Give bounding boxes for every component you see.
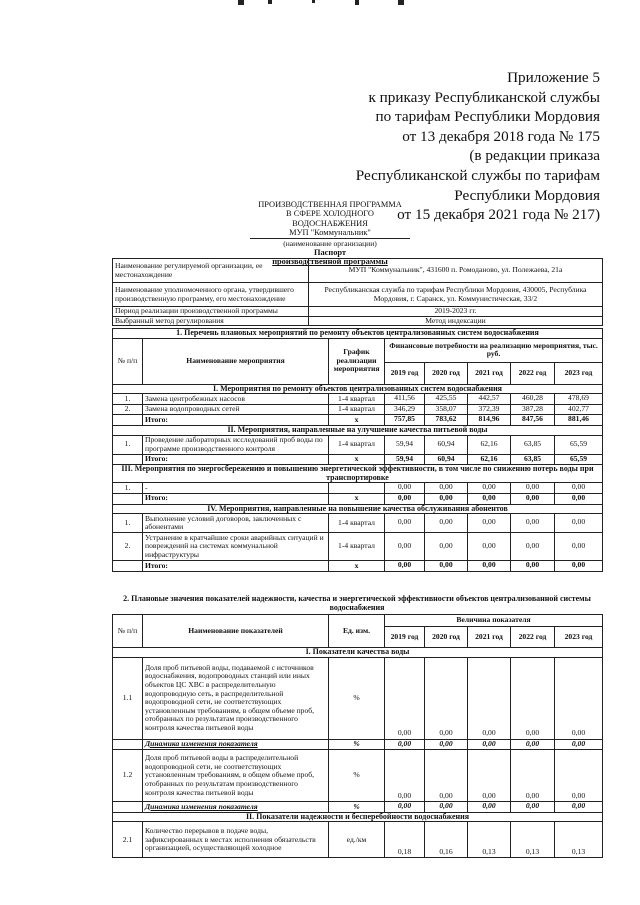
row-num: 1. xyxy=(113,394,143,405)
passport-value: 2019-2023 гг. xyxy=(309,307,603,317)
row-value: 346,29 xyxy=(385,404,425,415)
organization-note: (наименование организации) xyxy=(283,238,377,248)
scan-artifact xyxy=(355,0,359,5)
indicator-row xyxy=(113,750,603,802)
passport-label: Выбранный метод регулирования xyxy=(113,316,309,326)
total-value: 0,00 xyxy=(385,561,425,572)
total-value: 0,00 xyxy=(425,561,468,572)
table1-title: 1. Перечень плановых мероприятий по ремонту объектов централизованных систем водоснабжения xyxy=(113,329,603,339)
total-value: 0,00 xyxy=(468,493,511,504)
year-header: 2019 год xyxy=(385,627,425,648)
indicator-row xyxy=(113,657,603,739)
scan-artifact xyxy=(268,0,272,4)
repair-measures-table xyxy=(112,328,603,572)
row-value: 0,00 xyxy=(385,483,425,494)
col-num-header: № п/п xyxy=(113,338,143,384)
dynamics-unit: % xyxy=(329,739,385,750)
total-label: Итого: xyxy=(143,415,329,426)
table-row xyxy=(113,435,603,454)
row-value: 0,00 xyxy=(468,514,511,533)
dynamics-value: 0,00 xyxy=(555,802,603,813)
row-value: 0,00 xyxy=(425,750,468,802)
row-value: 0,00 xyxy=(425,483,468,494)
row-name: Доля проб питьевой воды, подаваемой с источников водоснабжения, водопроводных станций или иных объектов ЦС ХВС в распределительную водопроводную сеть, в распределительной водопроводной сети, не соответствующих установленным требованиям, в общем объеме проб, отобранных по результатам производственного контроля качества питьевой воды xyxy=(143,657,329,739)
col-num-header: № п/п xyxy=(113,615,143,648)
total-value: 0,00 xyxy=(555,493,603,504)
row-value: 0,00 xyxy=(385,514,425,533)
row-value: 0,00 xyxy=(511,514,555,533)
program-title: ПРОИЗВОДСТВЕННАЯ ПРОГРАММА xyxy=(258,200,402,209)
passport-value: МУП "Коммунальник", 431600 п. Ромоданово, ул. Полежаева, 21а xyxy=(309,259,603,283)
program-subtitle: В СФЕРЕ ХОЛОДНОГО ВОДОСНАБЖЕНИЯ xyxy=(286,209,374,228)
row-value: 59,94 xyxy=(385,435,425,454)
row-name: - xyxy=(143,483,329,494)
row-value: 0,00 xyxy=(425,657,468,739)
total-value: 0,00 xyxy=(555,561,603,572)
total-value: 63,85 xyxy=(511,454,555,465)
row-value: 0,00 xyxy=(468,657,511,739)
row-value: 0,00 xyxy=(385,533,425,561)
passport-label: Наименование регулируемой организации, ее местонахождение xyxy=(113,259,309,283)
row-value: 0,16 xyxy=(425,822,468,858)
section-title: IV. Мероприятия, направленные на повышение качества обслуживания абонентов xyxy=(113,504,603,514)
year-header: 2023 год xyxy=(555,362,603,384)
total-value: 757,85 xyxy=(385,415,425,426)
row-value: 0,00 xyxy=(555,483,603,494)
total-value: 0,00 xyxy=(425,493,468,504)
appendix-line: от 13 декабря 2018 года № 175 xyxy=(402,127,600,145)
row-value: 402,77 xyxy=(555,404,603,415)
row-schedule: 1-4 квартал xyxy=(329,435,385,454)
total-row xyxy=(113,415,603,426)
row-value: 425,55 xyxy=(425,394,468,405)
row-name: Устранение в кратчайшие сроки аварийных ситуаций и повреждений на системах коммунальной инфраструктуры xyxy=(143,533,329,561)
row-value: 0,00 xyxy=(555,750,603,802)
row-value: 0,00 xyxy=(511,533,555,561)
col-finance-header: Финансовые потребности на реализацию мероприятия, тыс. руб. xyxy=(385,338,603,362)
row-value: 0,00 xyxy=(511,750,555,802)
row-value: 62,16 xyxy=(468,435,511,454)
dynamics-value: 0,00 xyxy=(468,802,511,813)
total-value: 0,00 xyxy=(511,561,555,572)
total-label: Итого: xyxy=(143,493,329,504)
row-value: 0,18 xyxy=(385,822,425,858)
year-header: 2020 год xyxy=(425,362,468,384)
row-value: 0,00 xyxy=(468,483,511,494)
program-heading xyxy=(250,200,410,267)
dynamics-value: 0,00 xyxy=(385,802,425,813)
row-schedule: 1-4 квартал xyxy=(329,533,385,561)
dynamics-label: Динамика изменения показателя xyxy=(143,802,329,813)
row-schedule: 1-4 квартал xyxy=(329,394,385,405)
table-row xyxy=(113,404,603,415)
dynamics-value: 0,00 xyxy=(555,739,603,750)
row-value: 0,00 xyxy=(385,750,425,802)
passport-row xyxy=(113,307,603,317)
row-schedule: 1-4 квартал xyxy=(329,404,385,415)
row-name: Замена водопроводных сетей xyxy=(143,404,329,415)
organization-name: МУП "Коммунальник" xyxy=(250,228,410,238)
section-title: I. Показатели качества воды xyxy=(113,648,603,658)
row-value: 478,69 xyxy=(555,394,603,405)
total-value: 65,59 xyxy=(555,454,603,465)
appendix-line: Республиканской службы по тарифам xyxy=(355,166,600,184)
total-value: 0,00 xyxy=(385,493,425,504)
total-value: 62,16 xyxy=(468,454,511,465)
passport-value: Метод индексации xyxy=(309,316,603,326)
col-name-header: Наименование мероприятия xyxy=(143,338,329,384)
dynamics-value: 0,00 xyxy=(511,802,555,813)
row-value: 0,00 xyxy=(468,750,511,802)
total-row xyxy=(113,454,603,465)
section-title: I. Мероприятия по ремонту объектов централизованных систем водоснабжения xyxy=(113,384,603,394)
row-value: 0,00 xyxy=(385,657,425,739)
row-value: 442,57 xyxy=(468,394,511,405)
section-title: III. Мероприятия по энергосбережению и повышению энергетической эффективности, в том числе по снижению потерь воды при транспортировке xyxy=(113,465,603,483)
total-label: Итого: xyxy=(143,561,329,572)
dynamics-value: 0,00 xyxy=(385,739,425,750)
row-value: 0,00 xyxy=(425,514,468,533)
row-value: 387,28 xyxy=(511,404,555,415)
year-header: 2022 год xyxy=(511,362,555,384)
row-value: 65,59 xyxy=(555,435,603,454)
passport-row xyxy=(113,283,603,307)
row-unit: % xyxy=(329,750,385,802)
scan-artifact xyxy=(238,0,244,5)
appendix-line: к приказу Республиканской службы xyxy=(368,88,600,106)
passport-subtitle: производственной программы xyxy=(272,257,388,267)
total-schedule: х xyxy=(329,561,385,572)
section-title: II. Показатели надежности и бесперебойности водоснабжения xyxy=(113,812,603,822)
row-num: 1. xyxy=(113,483,143,494)
total-value: 0,00 xyxy=(468,561,511,572)
row-schedule xyxy=(329,483,385,494)
row-value: 0,13 xyxy=(468,822,511,858)
dynamics-row xyxy=(113,802,603,813)
row-value: 60,94 xyxy=(425,435,468,454)
col-unit-header: Ед. изм. xyxy=(329,615,385,648)
year-header: 2022 год xyxy=(511,627,555,648)
year-header: 2021 год xyxy=(468,627,511,648)
col-name-header: Наименование показателей xyxy=(143,615,329,648)
row-value: 0,00 xyxy=(425,533,468,561)
row-name: Количество перерывов в подаче воды, зафиксированных в местах исполнения обязательств организацией, осуществляющей холодное xyxy=(143,822,329,858)
row-value: 0,00 xyxy=(555,657,603,739)
col-schedule-header: График реализации мероприятия xyxy=(329,338,385,384)
appendix-line: (в редакции приказа xyxy=(469,147,600,165)
scan-artifact xyxy=(398,0,404,5)
row-num: 1. xyxy=(113,514,143,533)
row-unit: ед./км xyxy=(329,822,385,858)
appendix-line: по тарифам Республики Мордовия xyxy=(375,108,600,126)
total-row xyxy=(113,561,603,572)
dynamics-unit: % xyxy=(329,802,385,813)
dynamics-value: 0,00 xyxy=(468,739,511,750)
dynamics-value: 0,00 xyxy=(511,739,555,750)
row-value: 0,00 xyxy=(555,514,603,533)
passport-title: Паспорт xyxy=(313,248,347,258)
section-title: II. Мероприятия, направленные на улучшение качества питьевой воды xyxy=(113,425,603,435)
row-value: 63,85 xyxy=(511,435,555,454)
indicators-table xyxy=(112,614,603,858)
row-num: 1.1 xyxy=(113,657,143,739)
appendix-line: от 15 декабря 2021 года № 217) xyxy=(397,206,600,224)
row-name: Замена центробежных насосов xyxy=(143,394,329,405)
total-value: 814,96 xyxy=(468,415,511,426)
row-num: 2. xyxy=(113,404,143,415)
row-value: 0,00 xyxy=(511,657,555,739)
row-value: 0,13 xyxy=(555,822,603,858)
row-value: 0,13 xyxy=(511,822,555,858)
total-value: 881,46 xyxy=(555,415,603,426)
table-row xyxy=(113,533,603,561)
year-header: 2019 год xyxy=(385,362,425,384)
row-value: 460,28 xyxy=(511,394,555,405)
total-label: Итого: xyxy=(143,454,329,465)
scan-artifact xyxy=(312,0,315,3)
dynamics-row xyxy=(113,739,603,750)
dynamics-label: Динамика изменения показателя xyxy=(143,739,329,750)
total-value: 60,94 xyxy=(425,454,468,465)
year-header: 2021 год xyxy=(468,362,511,384)
row-num: 2. xyxy=(113,533,143,561)
year-header: 2020 год xyxy=(425,627,468,648)
total-value: 783,62 xyxy=(425,415,468,426)
row-num: 2.1 xyxy=(113,822,143,858)
row-num: 1.2 xyxy=(113,750,143,802)
passport-label: Наименование уполномоченного органа, утвердившего производственную программу, его местонахождение xyxy=(113,283,309,307)
row-unit: % xyxy=(329,657,385,739)
passport-table xyxy=(112,258,603,326)
year-header: 2023 год xyxy=(555,627,603,648)
table2-title: 2. Плановые значения показателей надежности, качества и энергетической эффективности объектов централизованной системы водоснабжения xyxy=(123,594,591,612)
table-row xyxy=(113,514,603,533)
dynamics-value: 0,00 xyxy=(425,802,468,813)
row-value: 0,00 xyxy=(468,533,511,561)
table-row xyxy=(113,483,603,494)
row-value: 358,07 xyxy=(425,404,468,415)
total-schedule: х xyxy=(329,454,385,465)
total-row xyxy=(113,493,603,504)
dynamics-value: 0,00 xyxy=(425,739,468,750)
row-value: 0,00 xyxy=(555,533,603,561)
passport-label: Период реализации производственной программы xyxy=(113,307,309,317)
row-name: Выполнение условий договоров, заключенных с абонентами xyxy=(143,514,329,533)
row-value: 411,56 xyxy=(385,394,425,405)
appendix-line: Приложение 5 xyxy=(507,69,600,86)
total-value: 59,94 xyxy=(385,454,425,465)
indicator-row xyxy=(113,822,603,858)
total-schedule: х xyxy=(329,415,385,426)
row-value: 0,00 xyxy=(511,483,555,494)
appendix-line: Республики Мордовия xyxy=(454,186,600,204)
passport-row xyxy=(113,316,603,326)
total-value: 847,56 xyxy=(511,415,555,426)
total-schedule: х xyxy=(329,493,385,504)
total-value: 0,00 xyxy=(511,493,555,504)
row-name: Доля проб питьевой воды в распределительной водопроводной сети, не соответствующих установленным требованиям, в общем объеме проб, отобранных по результатам производственного контроля качества питьевой воды xyxy=(143,750,329,802)
col-values-header: Величина показателя xyxy=(385,615,603,627)
row-schedule: 1-4 квартал xyxy=(329,514,385,533)
row-name: Проведение лабораторных исследований проб воды по программе производственного контроля xyxy=(143,435,329,454)
row-value: 372,39 xyxy=(468,404,511,415)
row-num: 1. xyxy=(113,435,143,454)
passport-value: Республиканская служба по тарифам Республики Мордовия, 430005, Республика Мордовия, г. Саранск, ул. Коммунистическая, 33/2 xyxy=(309,283,603,307)
passport-row xyxy=(113,259,603,283)
table-row xyxy=(113,394,603,405)
